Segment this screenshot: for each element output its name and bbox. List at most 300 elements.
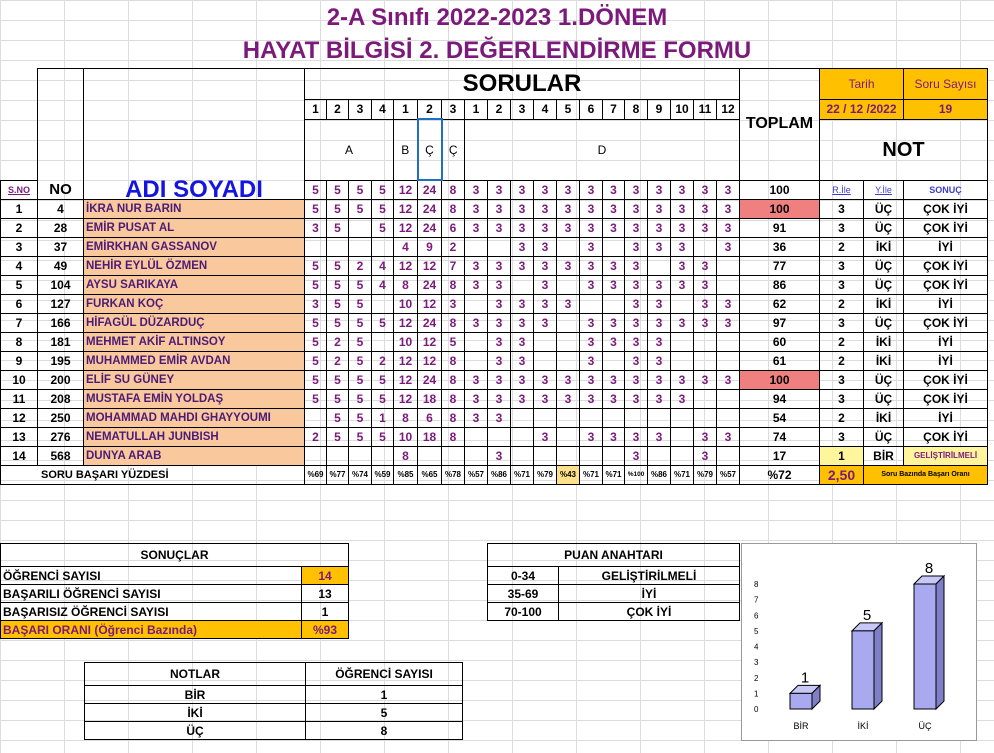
score-cell: 3 [580, 352, 603, 371]
x-category-label: İKİ [857, 721, 869, 731]
score-cell: 10 [394, 295, 418, 314]
score-cell: 5 [327, 257, 349, 276]
score-cell [465, 428, 488, 447]
group-c[interactable]: Ç [418, 119, 442, 180]
score-cell: 12 [394, 257, 418, 276]
score-cell: 2 [349, 257, 372, 276]
table-row [1, 276, 988, 295]
sno-cell: 2 [1, 219, 38, 238]
score-cell: 5 [372, 371, 394, 390]
score-cell: 3 [488, 333, 511, 352]
y-cell: ÜÇ [864, 314, 904, 333]
table-row [1, 371, 988, 390]
max-total: 100 [740, 180, 820, 200]
question-points: 3 [580, 180, 603, 200]
puan-label: İYİ [559, 585, 740, 603]
total-cell: 100 [740, 371, 820, 390]
y-cell: ÜÇ [864, 257, 904, 276]
score-cell: 3 [580, 333, 603, 352]
score-cell: 5 [305, 314, 327, 333]
score-cell [671, 409, 694, 428]
y-tick-label: 7 [754, 595, 759, 605]
score-cell: 12 [394, 200, 418, 219]
score-cell: 3 [648, 238, 671, 257]
score-cell: 3 [488, 352, 511, 371]
score-cell: 24 [418, 371, 442, 390]
score-cell: 3 [488, 219, 511, 238]
name-cell: FURKAN KOÇ [84, 295, 305, 314]
sonuc-label: BAŞARI ORANI (Öğrenci Bazında) [1, 621, 302, 639]
total-success-pct: %72 [740, 466, 820, 485]
y-cell: ÜÇ [864, 276, 904, 295]
sonuclar-table [0, 543, 349, 639]
sonuc-value: 13 [302, 585, 349, 603]
score-cell: 18 [418, 428, 442, 447]
question-points: 3 [465, 180, 488, 200]
score-cell: 8 [442, 409, 465, 428]
score-cell: 3 [580, 238, 603, 257]
score-cell: 5 [305, 352, 327, 371]
no-cell: 166 [38, 314, 84, 333]
sonuc-cell: İYİ [904, 352, 988, 371]
score-cell [671, 428, 694, 447]
score-cell: 3 [534, 371, 557, 390]
score-cell: 3 [488, 295, 511, 314]
score-cell [671, 447, 694, 466]
total-cell: 86 [740, 276, 820, 295]
sno-cell: 13 [1, 428, 38, 447]
score-cell [648, 409, 671, 428]
score-cell: 3 [717, 314, 740, 333]
score-cell [580, 447, 603, 466]
score-cell: 5 [349, 352, 372, 371]
score-cell: 3 [603, 428, 625, 447]
table-row [1, 257, 988, 276]
score-cell: 3 [534, 200, 557, 219]
sorular-header: SORULAR [305, 69, 740, 100]
score-cell: 3 [648, 219, 671, 238]
score-cell [648, 447, 671, 466]
score-cell: 3 [671, 390, 694, 409]
no-cell: 568 [38, 447, 84, 466]
sonuc-cell: ÇOK İYİ [904, 390, 988, 409]
y-tick-label: 6 [754, 611, 759, 621]
sonuc-cell: ÇOK İYİ [904, 314, 988, 333]
question-success-pct: %74 [349, 466, 372, 485]
page-title: 2-A Sınıfı 2022-2023 1.DÖNEM [326, 4, 668, 31]
score-cell: 3 [603, 333, 625, 352]
score-cell: 2 [327, 352, 349, 371]
score-cell: 3 [511, 200, 534, 219]
score-cell: 5 [349, 428, 372, 447]
sonuc-value: %93 [302, 621, 349, 639]
score-cell [465, 238, 488, 257]
score-cell: 3 [488, 200, 511, 219]
question-points: 3 [488, 180, 511, 200]
notlar-table [84, 662, 463, 740]
score-cell: 3 [671, 257, 694, 276]
question-number: 3 [349, 100, 372, 120]
y-tick-label: 4 [754, 642, 759, 652]
score-cell: 3 [557, 371, 580, 390]
score-cell: 8 [442, 371, 465, 390]
table-row [1, 409, 988, 428]
score-cell: 12 [394, 314, 418, 333]
score-cell: 5 [327, 409, 349, 428]
sno-cell: 4 [1, 257, 38, 276]
score-cell: 3 [648, 352, 671, 371]
question-number: 3 [511, 100, 534, 120]
name-cell: AYSU SARIKAYA [84, 276, 305, 295]
sonuc-cell: GELİŞTİRİLMELİ [904, 447, 988, 466]
r-cell: 3 [820, 428, 864, 447]
score-cell: 5 [305, 333, 327, 352]
r-cell: 2 [820, 333, 864, 352]
avg-label: Soru Bazında Başarı Oranı [864, 466, 988, 485]
score-cell: 3 [465, 257, 488, 276]
score-cell: 3 [534, 238, 557, 257]
score-cell: 3 [603, 219, 625, 238]
r-cell: 1 [820, 447, 864, 466]
x-category-label: ÜÇ [918, 721, 932, 731]
score-cell: 8 [394, 447, 418, 466]
score-cell: 3 [671, 276, 694, 295]
score-cell [534, 352, 557, 371]
score-cell: 3 [625, 238, 648, 257]
question-success-pct: %77 [327, 466, 349, 485]
question-number: 3 [442, 100, 465, 120]
score-cell: 10 [394, 428, 418, 447]
r-cell: 2 [820, 295, 864, 314]
y-cell: İKİ [864, 295, 904, 314]
score-cell: 3 [465, 409, 488, 428]
y-cell: İKİ [864, 333, 904, 352]
score-cell: 2 [327, 333, 349, 352]
score-cell [305, 447, 327, 466]
sonuc-cell: ÇOK İYİ [904, 428, 988, 447]
not-value: 1 [306, 686, 463, 704]
r-cell: 3 [820, 314, 864, 333]
question-success-pct: %57 [465, 466, 488, 485]
score-cell: 5 [372, 200, 394, 219]
r-cell: 2 [820, 352, 864, 371]
score-cell: 12 [418, 257, 442, 276]
question-success-pct: %86 [488, 466, 511, 485]
question-success-pct: %69 [305, 466, 327, 485]
question-success-pct: %78 [442, 466, 465, 485]
score-cell: 3 [305, 295, 327, 314]
score-cell: 3 [625, 295, 648, 314]
score-cell: 3 [625, 257, 648, 276]
score-cell: 12 [394, 371, 418, 390]
not-label: BİR [85, 686, 306, 704]
score-cell: 3 [534, 295, 557, 314]
table-row [1, 447, 988, 466]
score-cell: 24 [418, 219, 442, 238]
group-c2: Ç [442, 119, 465, 180]
score-cell: 3 [694, 371, 717, 390]
score-cell: 6 [418, 409, 442, 428]
question-number: 1 [465, 100, 488, 120]
score-cell [349, 219, 372, 238]
tarih-value: 22 / 12 /2022 [820, 100, 904, 120]
score-cell [557, 314, 580, 333]
score-cell [557, 352, 580, 371]
score-cell: 5 [349, 200, 372, 219]
score-cell: 3 [580, 314, 603, 333]
score-cell: 8 [442, 352, 465, 371]
question-number: 6 [580, 100, 603, 120]
chart-bar [790, 685, 820, 709]
total-cell: 17 [740, 447, 820, 466]
score-cell: 5 [327, 390, 349, 409]
score-cell [603, 352, 625, 371]
sonuc-cell: ÇOK İYİ [904, 219, 988, 238]
score-cell: 12 [418, 352, 442, 371]
score-cell: 3 [580, 276, 603, 295]
not-header: NOT [820, 119, 988, 180]
question-success-pct: %79 [534, 466, 557, 485]
score-cell: 5 [305, 257, 327, 276]
table-row [1, 295, 988, 314]
y-tick-label: 1 [754, 689, 759, 699]
question-success-pct: %85 [394, 466, 418, 485]
sonuc-label: BAŞARILI ÖĞRENCİ SAYISI [1, 585, 302, 603]
sonuc-cell: ÇOK İYİ [904, 276, 988, 295]
score-cell: 3 [625, 390, 648, 409]
score-cell: 3 [717, 371, 740, 390]
score-cell: 5 [327, 276, 349, 295]
score-cell: 3 [580, 390, 603, 409]
question-number: 1 [305, 100, 327, 120]
no-cell: 127 [38, 295, 84, 314]
name-cell: MUHAMMED EMİR AVDAN [84, 352, 305, 371]
table-row [1, 219, 988, 238]
score-cell [534, 409, 557, 428]
score-cell: 3 [580, 219, 603, 238]
question-number: 2 [488, 100, 511, 120]
score-cell: 3 [625, 447, 648, 466]
score-cell: 5 [305, 371, 327, 390]
score-cell: 3 [465, 371, 488, 390]
question-success-pct: %43 [557, 466, 580, 485]
score-cell: 3 [488, 371, 511, 390]
score-cell: 3 [534, 276, 557, 295]
footer-label: SORU BAŞARI YÜZDESİ [1, 466, 305, 485]
sonuc-cell: ÇOK İYİ [904, 200, 988, 219]
score-cell: 3 [603, 390, 625, 409]
soru-sayisi-value: 19 [904, 100, 988, 120]
score-cell: 3 [671, 200, 694, 219]
total-cell: 91 [740, 219, 820, 238]
total-cell: 94 [740, 390, 820, 409]
y-cell: ÜÇ [864, 219, 904, 238]
name-cell: NEHİR EYLÜL ÖZMEN [84, 257, 305, 276]
name-cell: MEHMET AKİF ALTINSOY [84, 333, 305, 352]
score-cell: 3 [557, 200, 580, 219]
score-cell: 5 [372, 314, 394, 333]
y-tick-label: 8 [754, 580, 759, 589]
no-cell: 4 [38, 200, 84, 219]
puan-range: 70-100 [488, 603, 559, 621]
question-number: 2 [418, 100, 442, 120]
r-cell: 3 [820, 219, 864, 238]
no-cell: 208 [38, 390, 84, 409]
score-cell: 2 [442, 238, 465, 257]
score-cell: 12 [418, 295, 442, 314]
score-cell [305, 409, 327, 428]
score-cell: 8 [442, 390, 465, 409]
score-cell [465, 295, 488, 314]
sonuc-cell: İYİ [904, 333, 988, 352]
no-cell: 195 [38, 352, 84, 371]
score-cell: 3 [465, 219, 488, 238]
score-cell: 8 [394, 409, 418, 428]
puan-range: 0-34 [488, 567, 559, 585]
score-cell: 3 [511, 257, 534, 276]
score-cell: 3 [603, 257, 625, 276]
score-cell: 3 [694, 447, 717, 466]
score-cell: 3 [488, 276, 511, 295]
score-cell: 5 [305, 276, 327, 295]
table-row [1, 333, 988, 352]
not-value: 5 [306, 704, 463, 722]
score-cell: 5 [327, 314, 349, 333]
chart-bar [852, 623, 882, 709]
y-cell: ÜÇ [864, 428, 904, 447]
r-cell: 3 [820, 276, 864, 295]
score-cell: 3 [534, 257, 557, 276]
not-value: 8 [306, 722, 463, 740]
name-cell: EMİRKHAN GASSANOV [84, 238, 305, 257]
score-cell: 3 [648, 200, 671, 219]
question-points: 3 [648, 180, 671, 200]
question-number: 4 [534, 100, 557, 120]
score-cell [534, 447, 557, 466]
sonuc-label: BAŞARISIZ ÖĞRENCİ SAYISI [1, 603, 302, 621]
sonuc-header: SONUÇ [904, 180, 988, 200]
total-cell: 61 [740, 352, 820, 371]
score-cell [717, 276, 740, 295]
score-cell: 3 [488, 314, 511, 333]
question-points: 3 [694, 180, 717, 200]
sonuc-label: ÖĞRENCİ SAYISI [1, 567, 302, 585]
question-number: 5 [557, 100, 580, 120]
question-success-pct: %71 [511, 466, 534, 485]
sno-cell: 14 [1, 447, 38, 466]
question-points: 12 [394, 180, 418, 200]
toplam-header: TOPLAM [740, 69, 820, 181]
question-points: 3 [603, 180, 625, 200]
score-cell: 3 [648, 333, 671, 352]
notlar-col2: ÖĞRENCİ SAYISI [306, 663, 463, 686]
not-label: ÜÇ [85, 722, 306, 740]
score-cell: 3 [694, 295, 717, 314]
question-points: 5 [372, 180, 394, 200]
total-cell: 36 [740, 238, 820, 257]
question-success-pct: %100 [625, 466, 648, 485]
score-cell: 5 [349, 276, 372, 295]
no-cell: 276 [38, 428, 84, 447]
y-cell: ÜÇ [864, 390, 904, 409]
score-cell [603, 447, 625, 466]
sno-cell: 10 [1, 371, 38, 390]
score-cell: 1 [372, 409, 394, 428]
question-success-pct: %71 [603, 466, 625, 485]
group-d: D [465, 119, 740, 180]
sno-cell: 7 [1, 314, 38, 333]
score-cell: 3 [534, 390, 557, 409]
score-cell [327, 447, 349, 466]
y-cell: ÜÇ [864, 371, 904, 390]
sonuc-cell: İYİ [904, 238, 988, 257]
score-cell: 3 [511, 295, 534, 314]
sonuc-value: 1 [302, 603, 349, 621]
sonuclar-title: SONUÇLAR [1, 544, 349, 567]
x-category-label: BİR [793, 721, 809, 731]
question-number: 10 [671, 100, 694, 120]
score-cell: 5 [327, 200, 349, 219]
question-success-pct: %65 [418, 466, 442, 485]
score-cell: 3 [511, 352, 534, 371]
question-number: 9 [648, 100, 671, 120]
question-success-pct: %86 [648, 466, 671, 485]
score-cell [580, 409, 603, 428]
notlar-title: NOTLAR [85, 663, 306, 686]
y-tick-label: 5 [754, 626, 759, 636]
group-a: A [305, 119, 394, 180]
score-cell [717, 447, 740, 466]
score-cell: 3 [557, 390, 580, 409]
question-points: 5 [305, 180, 327, 200]
question-success-pct: %79 [694, 466, 717, 485]
score-cell [694, 352, 717, 371]
score-cell: 3 [511, 314, 534, 333]
score-cell: 3 [465, 200, 488, 219]
chart-bar [914, 576, 944, 709]
y-tick-label: 3 [754, 658, 759, 668]
score-cell [372, 238, 394, 257]
score-cell: 3 [488, 409, 511, 428]
score-cell: 3 [603, 314, 625, 333]
sno-cell: 9 [1, 352, 38, 371]
score-cell: 3 [717, 219, 740, 238]
no-cell: 49 [38, 257, 84, 276]
score-cell [372, 447, 394, 466]
score-cell: 3 [694, 428, 717, 447]
score-cell [465, 447, 488, 466]
name-cell: HİFAGÜL DÜZARDUÇ [84, 314, 305, 333]
score-cell: 3 [717, 200, 740, 219]
score-cell: 3 [625, 428, 648, 447]
score-cell: 2 [372, 352, 394, 371]
score-cell [557, 276, 580, 295]
not-label: İKİ [85, 704, 306, 722]
score-cell: 5 [372, 428, 394, 447]
score-cell [465, 333, 488, 352]
question-points: 3 [511, 180, 534, 200]
question-points: 3 [717, 180, 740, 200]
score-cell: 3 [488, 390, 511, 409]
score-cell: 3 [625, 200, 648, 219]
score-cell: 5 [305, 390, 327, 409]
score-cell [557, 409, 580, 428]
sno-cell: 3 [1, 238, 38, 257]
score-cell: 3 [625, 314, 648, 333]
question-points: 24 [418, 180, 442, 200]
score-cell: 5 [327, 371, 349, 390]
score-cell: 3 [717, 428, 740, 447]
